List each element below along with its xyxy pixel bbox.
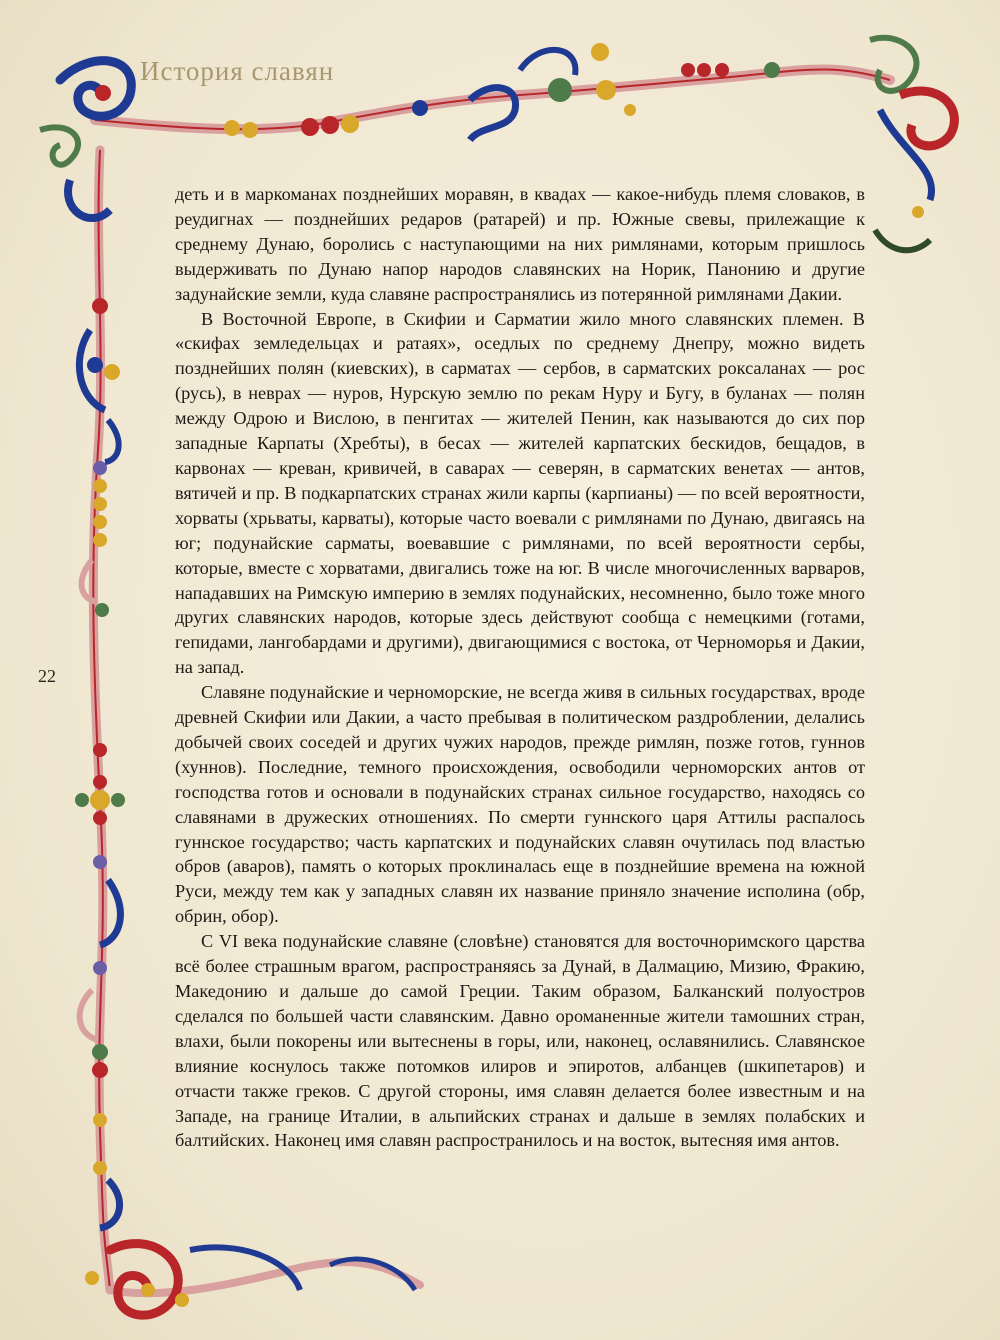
main-text — [175, 182, 865, 1153]
paragraph-2: В Восточной Европе, в Скифии и Сарматии жило много славянских племен. В «скифах земледельцах и ратаях», оседлых по среднему Днепру, можно видеть позднейших полян (киевских), в сарматах — сербов, в сарматских роксаланах — рос (русь), в неврах — нуров, Нурскую землю по рекам Нуру и Бугу, в буланах — полян между Одрою и Вислою, в пенгитах — жителей Пенин, как называются до сих пор западные Карпаты (Хребты), в бесах — жителей карпатских бескидов, бещадов, в карвонах — креван, кривичей, в саварах — северян, в сарматских венетах — антов, вятичей и пр. В подкарпатских странах жили карпы (карпианы) — по всей вероятности, хорваты (хрьваты, карваты), которые часто воевали с римлянами по Дунаю, двигаясь на юг; подунайские сарматы, воевавшие с римлянами, по всей вероятности сербы, которые, вместе с хорватами, двигались тоже на юг. В числе многочисленных варваров, нападавших на Римскую империю в землях подунайских, несомненно, было тоже много других славянских народов, которые здесь действуют сообща с немецкими (готами, гепидами, лангобардами и другими), двигающимися с востока, от Черноморья и Дакии, на запад. — [175, 308, 865, 678]
running-head-title: История славян — [140, 56, 335, 86]
page-number: 22 — [38, 666, 56, 686]
paragraph-3: Славяне подунайские и черноморские, не всегда живя в сильных государствах, вроде древней Скифии или Дакии, а часто пребывая в политическом раздроблении, делались добычей своих соседей и других чужих народов, прежде римлян, позже готов, гуннов (хуннов). Последние, темного происхождения, освободили черноморских антов от господства готов и основали в подунайских странах сильное государство, находясь со славянами в дружеских отношениях. По смерти гуннского царя Аттилы распалось гуннское государство; часть карпатских и подунайских славян очутилась под властью обров (аваров), память о которых проклиналась еще в позднейшие времена на южной Руси, между тем как у западных славян их название приняло значение исполина (обр, обрин, обор). — [175, 682, 865, 927]
paragraph-4: С VI века подунайские славяне (словѣне) становятся для восточноримского царства всё более страшным врагом, распространяясь за Дунай, в Далмацию, Мизию, Фракию, Македонию и дальше до самой Греции. Таким образом, Балканский полуостров сделался по большей части славянским. Давно ороманенные жители тамошних стран, влахи, были покорены или вытеснены в горы, или, наконец, ославянились. Славянское влияние коснулось также потомков илиров и эпиротов, албанцев (шкипетаров) и отчасти также греков. С другой стороны, имя славян делается более известным и на Западе, на границе Италии, в альпийских странах и дальше в землях полабских и балтийских. Наконец имя славян распространилось и на восток, вытесняя имя антов. — [175, 931, 865, 1151]
paragraph-1: деть и в маркоманах позднейших моравян, в квадах — какое-нибудь племя словаков, в реудигнах — позднейших редаров (ратарей) и пр. Южные свевы, прилежащие к среднему Дунаю, боролись с наступающими на них римлянами, которым пришлось выдерживать по Дунаю напор народов славянских на Норик, Панонию и другие задунайские земли, куда славяне распространялись из потерянной римлянами Дакии. — [175, 184, 865, 304]
